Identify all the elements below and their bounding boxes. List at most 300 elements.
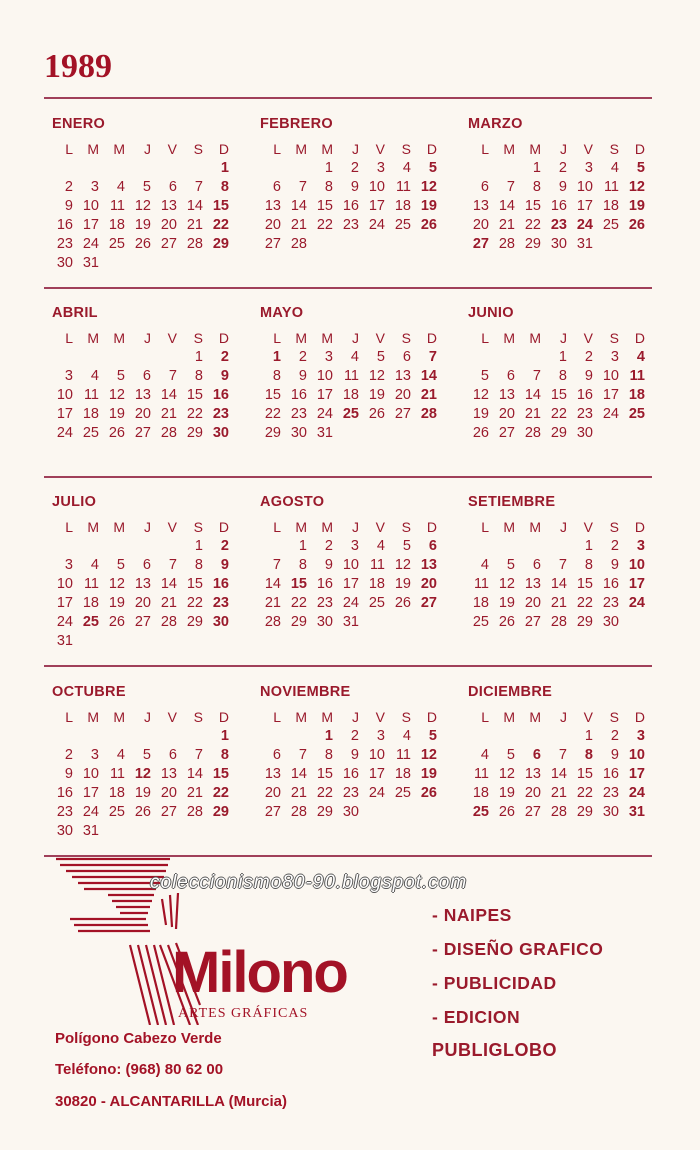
day-cell: 21	[550, 785, 567, 801]
day-cell: 28	[186, 804, 203, 820]
weekday-header: S	[609, 330, 619, 346]
day-cell: 27	[160, 804, 177, 820]
empty-day-cell	[128, 159, 154, 178]
day-cell: 1	[324, 728, 333, 744]
day-cell: 30	[576, 425, 593, 441]
day-cell: 26	[420, 785, 437, 801]
day-cell: 25	[602, 217, 619, 233]
day-cell: 17	[56, 595, 73, 611]
day-cell: 7	[298, 747, 307, 763]
weekday-header: S	[401, 519, 411, 535]
day-cell: 3	[636, 728, 645, 744]
day-cell: 30	[56, 823, 73, 839]
day-cell: 15	[550, 387, 567, 403]
day-cell: 13	[524, 766, 541, 782]
day-cell: 24	[576, 217, 593, 233]
day-cell: 30	[56, 255, 73, 271]
day-cell: 12	[472, 387, 489, 403]
day-cell: 11	[369, 557, 385, 573]
month-setiembre	[466, 491, 651, 632]
day-cell: 3	[324, 349, 333, 365]
day-cell: 5	[142, 747, 151, 763]
day-cell: 22	[212, 785, 229, 801]
day-cell: 16	[342, 198, 359, 214]
day-cell: 29	[576, 804, 593, 820]
day-cell: 11	[473, 766, 489, 782]
weekday-header: L	[481, 709, 489, 725]
month-mayo	[258, 302, 443, 443]
day-cell: 24	[368, 217, 385, 233]
day-cell: 18	[394, 198, 411, 214]
day-cell: 22	[316, 785, 333, 801]
day-cell: 15	[576, 576, 593, 592]
day-cell: 29	[316, 804, 333, 820]
day-cell: 25	[472, 804, 489, 820]
day-cell: 24	[316, 406, 333, 422]
weekday-header: S	[401, 330, 411, 346]
day-cell: 24	[368, 785, 385, 801]
day-cell: 5	[428, 160, 437, 176]
day-cell: 14	[186, 198, 203, 214]
day-cell: 2	[350, 160, 359, 176]
day-cell: 1	[324, 160, 333, 176]
day-cell: 26	[394, 595, 411, 611]
day-cell: 10	[602, 368, 619, 384]
day-cell: 16	[316, 576, 333, 592]
weekday-header: S	[193, 141, 203, 157]
day-cell: 15	[186, 387, 203, 403]
empty-day-cell	[492, 348, 518, 367]
day-cell: 1	[194, 538, 203, 554]
empty-day-cell	[492, 727, 518, 746]
logo-wordmark: Milono	[172, 940, 347, 1005]
weekday-header: D	[634, 141, 645, 157]
day-cell: 8	[220, 747, 229, 763]
day-cell: 15	[316, 766, 333, 782]
watermark-text: coleccionismo80-90.blogspot.com	[150, 872, 468, 893]
day-cell: 21	[524, 406, 541, 422]
day-cell: 25	[394, 217, 411, 233]
day-cell: 10	[628, 747, 645, 763]
weekday-header: M	[529, 709, 541, 725]
divider-rule	[44, 97, 652, 99]
day-cell: 28	[186, 236, 203, 252]
weekday-header: M	[87, 330, 99, 346]
day-cell: 19	[394, 576, 411, 592]
day-cell: 3	[64, 557, 73, 573]
weekday-header: V	[375, 141, 385, 157]
day-cell: 23	[602, 785, 619, 801]
day-cell: 6	[142, 368, 151, 384]
day-cell: 2	[64, 747, 73, 763]
day-cell: 3	[584, 160, 593, 176]
weekday-header: M	[529, 519, 541, 535]
weekday-header: S	[609, 519, 619, 535]
day-cell: 5	[506, 557, 515, 573]
empty-day-cell	[128, 348, 154, 367]
day-cell: 26	[108, 425, 125, 441]
day-cell: 26	[498, 614, 515, 630]
day-cell: 22	[186, 406, 203, 422]
day-cell: 9	[298, 368, 307, 384]
day-cell: 19	[420, 766, 437, 782]
day-cell: 27	[134, 425, 151, 441]
empty-day-cell	[50, 727, 76, 746]
day-cell: 15	[524, 198, 541, 214]
weekday-header: J	[560, 709, 567, 725]
day-cell: 6	[168, 179, 177, 195]
weekday-header: V	[167, 709, 177, 725]
day-cell: 6	[428, 538, 437, 554]
day-cell: 14	[160, 576, 177, 592]
day-cell: 5	[636, 160, 645, 176]
day-cell: 28	[420, 406, 437, 422]
empty-day-cell	[76, 537, 102, 556]
day-cell: 5	[428, 728, 437, 744]
day-cell: 31	[628, 804, 645, 820]
day-cell: 18	[342, 387, 359, 403]
day-cell: 12	[420, 747, 437, 763]
day-cell: 11	[395, 747, 411, 763]
day-cell: 24	[628, 595, 645, 611]
day-cell: 11	[343, 368, 359, 384]
logo-subtitle: ARTES GRÁFICAS	[178, 1006, 309, 1021]
weekday-header: V	[583, 709, 593, 725]
day-cell: 31	[82, 823, 99, 839]
address-line-2: Teléfono: (968) 80 62 00	[55, 1061, 224, 1078]
weekday-header: D	[426, 709, 437, 725]
day-cell: 19	[368, 387, 385, 403]
day-cell: 13	[524, 576, 541, 592]
day-cell: 5	[506, 747, 515, 763]
weekday-header: J	[560, 141, 567, 157]
day-cell: 5	[116, 368, 125, 384]
day-cell: 30	[212, 425, 229, 441]
day-cell: 13	[394, 368, 411, 384]
day-cell: 26	[368, 406, 385, 422]
weekday-header: M	[503, 330, 515, 346]
month-agosto	[258, 491, 443, 632]
day-cell: 17	[342, 576, 359, 592]
day-cell: 23	[290, 406, 307, 422]
service-item: - EDICION	[432, 1007, 521, 1027]
day-cell: 23	[56, 804, 73, 820]
empty-day-cell	[466, 727, 492, 746]
day-cell: 5	[116, 557, 125, 573]
day-cell: 12	[420, 179, 437, 195]
month-name: AGOSTO	[260, 494, 325, 510]
day-cell: 26	[134, 804, 151, 820]
day-cell: 13	[498, 387, 515, 403]
weekday-header: J	[352, 330, 359, 346]
month-julio	[50, 491, 235, 651]
service-item: - NAIPES	[432, 905, 512, 925]
weekday-header: D	[218, 330, 229, 346]
day-cell: 9	[350, 179, 359, 195]
day-cell: 16	[212, 387, 229, 403]
day-cell: 6	[532, 557, 541, 573]
weekday-header: M	[529, 330, 541, 346]
day-cell: 19	[498, 785, 515, 801]
weekday-header: D	[426, 519, 437, 535]
day-cell: 28	[550, 614, 567, 630]
day-cell: 12	[628, 179, 645, 195]
empty-day-cell	[492, 159, 518, 178]
day-cell: 25	[368, 595, 385, 611]
day-cell: 26	[108, 614, 125, 630]
empty-day-cell	[518, 537, 544, 556]
day-cell: 18	[602, 198, 619, 214]
month-name: JUNIO	[468, 305, 514, 321]
month-name: FEBRERO	[260, 116, 333, 132]
day-cell: 24	[602, 406, 619, 422]
day-cell: 1	[584, 538, 593, 554]
weekday-header: M	[321, 519, 333, 535]
day-cell: 21	[498, 217, 515, 233]
day-cell: 6	[168, 747, 177, 763]
day-cell: 10	[82, 766, 99, 782]
day-cell: 3	[636, 538, 645, 554]
day-cell: 25	[394, 785, 411, 801]
day-cell: 7	[298, 179, 307, 195]
weekday-header: L	[65, 519, 73, 535]
day-cell: 10	[56, 576, 73, 592]
day-cell: 30	[316, 614, 333, 630]
day-cell: 13	[160, 198, 177, 214]
day-cell: 29	[290, 614, 307, 630]
day-cell: 14	[264, 576, 281, 592]
day-cell: 6	[272, 747, 281, 763]
empty-day-cell	[544, 727, 570, 746]
day-cell: 19	[108, 595, 125, 611]
day-cell: 14	[160, 387, 177, 403]
weekday-header: S	[401, 141, 411, 157]
day-cell: 7	[506, 179, 515, 195]
day-cell: 17	[602, 387, 619, 403]
day-cell: 20	[394, 387, 411, 403]
empty-day-cell	[492, 537, 518, 556]
day-cell: 2	[220, 349, 229, 365]
day-cell: 20	[134, 406, 151, 422]
month-abril	[50, 302, 235, 443]
day-cell: 25	[108, 236, 125, 252]
month-days-grid	[466, 518, 651, 632]
day-cell: 4	[376, 538, 385, 554]
day-cell: 23	[342, 217, 359, 233]
day-cell: 17	[368, 766, 385, 782]
day-cell: 28	[264, 614, 281, 630]
day-cell: 2	[298, 349, 307, 365]
day-cell: 31	[342, 614, 359, 630]
day-cell: 15	[186, 576, 203, 592]
day-cell: 2	[350, 728, 359, 744]
day-cell: 22	[316, 217, 333, 233]
day-cell: 29	[186, 614, 203, 630]
day-cell: 27	[264, 804, 281, 820]
day-cell: 1	[194, 349, 203, 365]
day-cell: 29	[264, 425, 281, 441]
day-cell: 9	[220, 557, 229, 573]
day-cell: 6	[532, 747, 541, 763]
weekday-header: M	[503, 709, 515, 725]
day-cell: 20	[524, 595, 541, 611]
weekday-header: D	[218, 709, 229, 725]
day-cell: 5	[480, 368, 489, 384]
day-cell: 16	[290, 387, 307, 403]
month-name: MAYO	[260, 305, 304, 321]
day-cell: 22	[576, 595, 593, 611]
day-cell: 27	[498, 425, 515, 441]
day-cell: 9	[558, 179, 567, 195]
day-cell: 18	[628, 387, 645, 403]
calendar-year: 1989	[44, 48, 112, 85]
day-cell: 20	[264, 785, 281, 801]
day-cell: 8	[324, 179, 333, 195]
empty-day-cell	[154, 348, 180, 367]
day-cell: 19	[134, 217, 151, 233]
day-cell: 23	[212, 595, 229, 611]
weekday-header: D	[634, 519, 645, 535]
day-cell: 20	[524, 785, 541, 801]
month-name: OCTUBRE	[52, 684, 126, 700]
day-cell: 25	[82, 425, 99, 441]
day-cell: 20	[160, 785, 177, 801]
day-cell: 15	[576, 766, 593, 782]
day-cell: 15	[290, 576, 307, 592]
day-cell: 4	[480, 557, 489, 573]
weekday-header: M	[87, 709, 99, 725]
day-cell: 20	[498, 406, 515, 422]
day-cell: 10	[56, 387, 73, 403]
day-cell: 25	[108, 804, 125, 820]
day-cell: 16	[342, 766, 359, 782]
month-name: ABRIL	[52, 305, 98, 321]
weekday-header: D	[218, 141, 229, 157]
day-cell: 6	[142, 557, 151, 573]
day-cell: 31	[56, 633, 73, 649]
address-line-1: Polígono Cabezo Verde	[55, 1030, 222, 1047]
day-cell: 26	[472, 425, 489, 441]
weekday-header: M	[529, 141, 541, 157]
month-days-grid	[258, 518, 443, 632]
empty-day-cell	[50, 159, 76, 178]
day-cell: 22	[264, 406, 281, 422]
day-cell: 24	[628, 785, 645, 801]
day-cell: 26	[420, 217, 437, 233]
empty-day-cell	[258, 159, 284, 178]
empty-day-cell	[128, 727, 154, 746]
day-cell: 1	[558, 349, 567, 365]
weekday-header: D	[426, 330, 437, 346]
day-cell: 15	[212, 198, 229, 214]
month-marzo	[466, 113, 651, 254]
day-cell: 8	[220, 179, 229, 195]
day-cell: 26	[498, 804, 515, 820]
day-cell: 12	[368, 368, 385, 384]
weekday-header: L	[65, 709, 73, 725]
day-cell: 16	[602, 766, 619, 782]
day-cell: 5	[402, 538, 411, 554]
day-cell: 21	[550, 595, 567, 611]
day-cell: 10	[368, 179, 385, 195]
day-cell: 19	[134, 785, 151, 801]
day-cell: 29	[186, 425, 203, 441]
day-cell: 13	[420, 557, 437, 573]
month-name: SETIEMBRE	[468, 494, 556, 510]
weekday-header: M	[113, 141, 125, 157]
weekday-header: M	[87, 141, 99, 157]
day-cell: 6	[506, 368, 515, 384]
day-cell: 12	[498, 766, 515, 782]
day-cell: 12	[134, 198, 151, 214]
empty-day-cell	[466, 537, 492, 556]
day-cell: 8	[324, 747, 333, 763]
day-cell: 29	[576, 614, 593, 630]
day-cell: 12	[498, 576, 515, 592]
day-cell: 18	[108, 785, 125, 801]
day-cell: 9	[220, 368, 229, 384]
weekday-header: S	[193, 330, 203, 346]
day-cell: 28	[290, 236, 307, 252]
day-cell: 16	[56, 785, 73, 801]
weekday-header: L	[65, 141, 73, 157]
day-cell: 26	[134, 236, 151, 252]
day-cell: 2	[324, 538, 333, 554]
day-cell: 9	[350, 747, 359, 763]
day-cell: 14	[290, 198, 307, 214]
empty-day-cell	[154, 537, 180, 556]
day-cell: 14	[290, 766, 307, 782]
day-cell: 4	[350, 349, 359, 365]
day-cell: 7	[272, 557, 281, 573]
day-cell: 27	[420, 595, 437, 611]
day-cell: 14	[498, 198, 515, 214]
day-cell: 13	[472, 198, 489, 214]
month-name: NOVIEMBRE	[260, 684, 351, 700]
day-cell: 28	[160, 425, 177, 441]
day-cell: 9	[610, 747, 619, 763]
empty-day-cell	[154, 727, 180, 746]
day-cell: 28	[498, 236, 515, 252]
day-cell: 15	[316, 198, 333, 214]
day-cell: 30	[212, 614, 229, 630]
day-cell: 1	[220, 160, 229, 176]
weekday-header: V	[375, 709, 385, 725]
weekday-header: V	[167, 330, 177, 346]
day-cell: 21	[264, 595, 281, 611]
day-cell: 4	[636, 349, 645, 365]
month-enero	[50, 113, 235, 273]
day-cell: 16	[602, 576, 619, 592]
day-cell: 22	[524, 217, 541, 233]
empty-day-cell	[258, 537, 284, 556]
weekday-header: L	[481, 519, 489, 535]
weekday-header: M	[503, 141, 515, 157]
services-list	[432, 898, 603, 1034]
month-days-grid	[50, 329, 235, 443]
day-cell: 7	[194, 747, 203, 763]
month-name: JULIO	[52, 494, 97, 510]
month-days-grid	[50, 140, 235, 273]
month-days-grid	[50, 708, 235, 841]
empty-day-cell	[76, 727, 102, 746]
day-cell: 10	[576, 179, 593, 195]
day-cell: 7	[168, 557, 177, 573]
month-octubre	[50, 681, 235, 841]
day-cell: 29	[212, 804, 229, 820]
day-cell: 21	[186, 217, 203, 233]
day-cell: 3	[350, 538, 359, 554]
